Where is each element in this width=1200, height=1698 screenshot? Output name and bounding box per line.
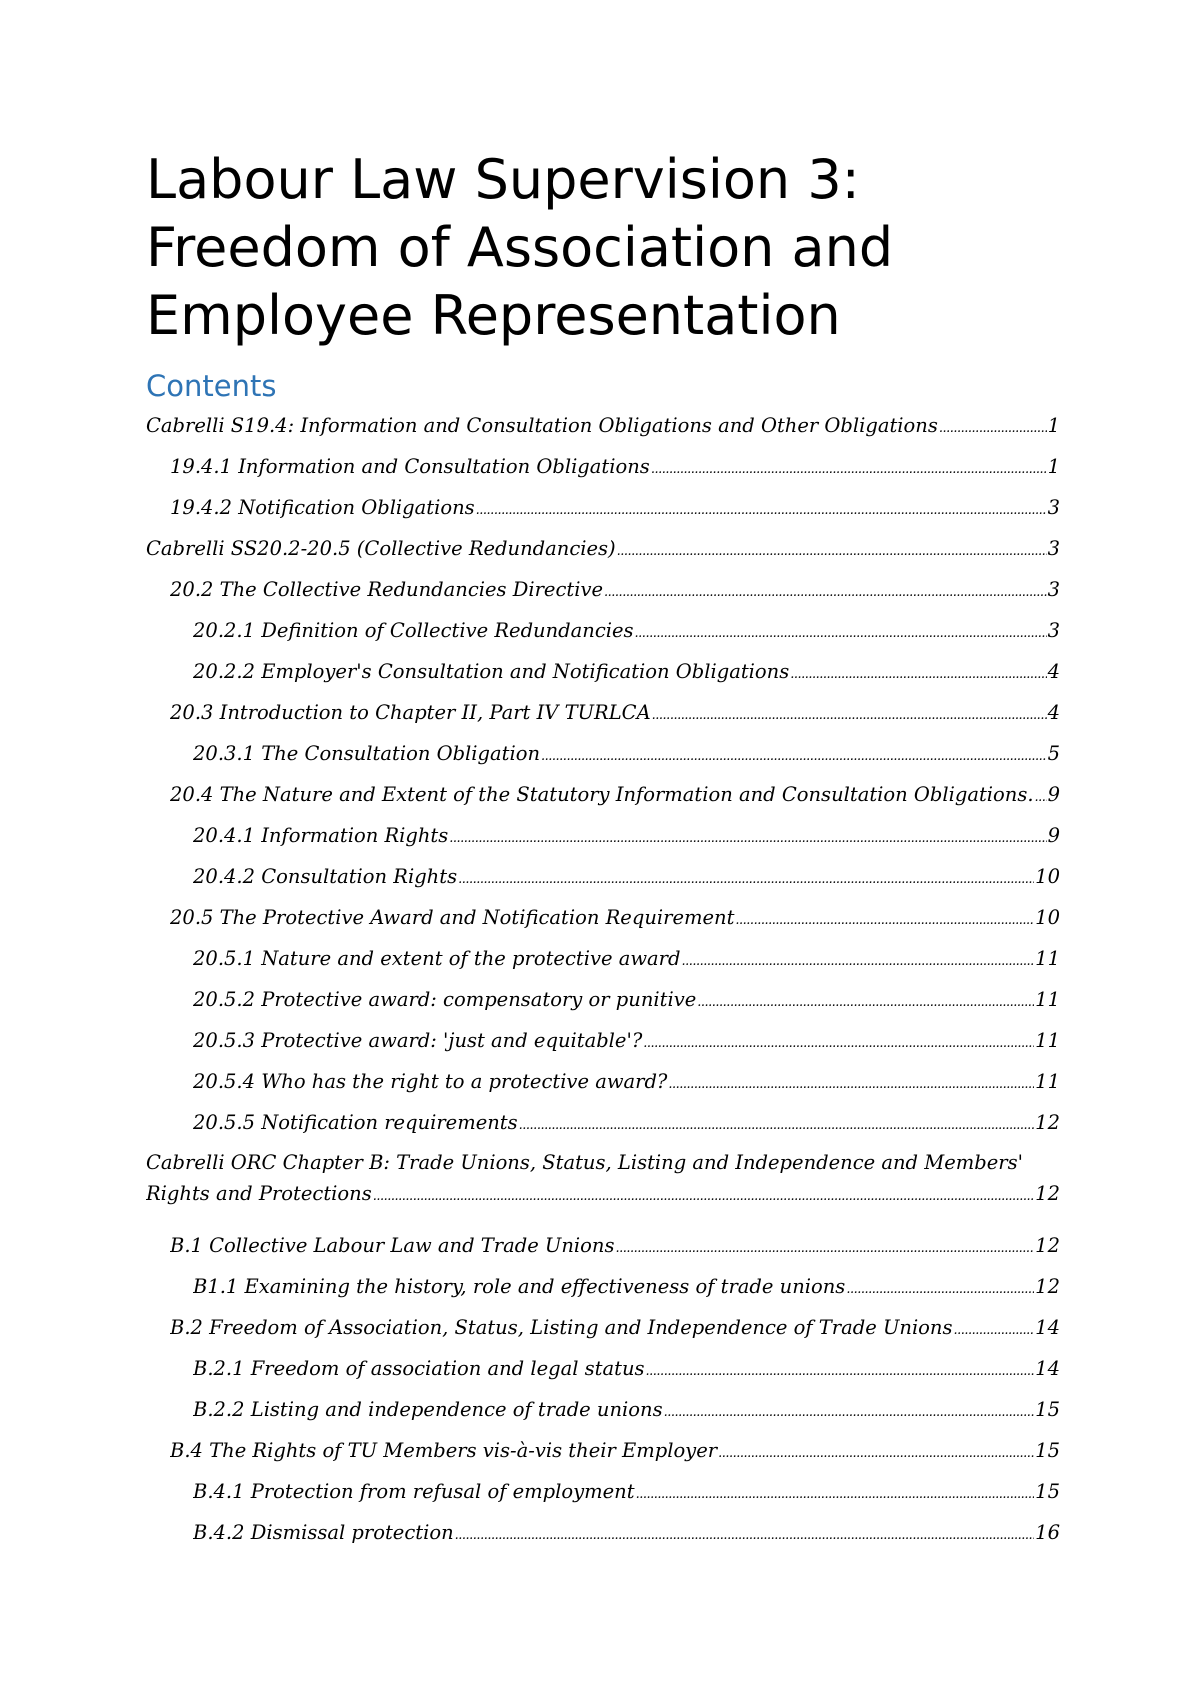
- toc-entry-text: B.4.2 Dismissal protection: [193, 1521, 454, 1544]
- toc-entry[interactable]: [193, 1061, 1060, 1102]
- toc-entry-text: 20.5 The Protective Award and Notification Requirement: [170, 906, 735, 929]
- toc-entry-text: Rights and Protections: [146, 1182, 372, 1205]
- toc-entry-text: 20.2.1 Definition of Collective Redundancies: [193, 619, 634, 642]
- toc-entry[interactable]: [193, 610, 1060, 651]
- toc-entry[interactable]: [146, 528, 1060, 569]
- toc-entry[interactable]: [193, 1512, 1060, 1553]
- toc-entry[interactable]: [170, 692, 1060, 733]
- toc-page-number: 3: [1047, 496, 1060, 519]
- toc-page-number: 11: [1035, 1070, 1060, 1093]
- toc-entry-text: 20.3.1 The Consultation Obligation: [193, 742, 541, 765]
- toc-entry-text: Cabrelli ORC Chapter B: Trade Unions, Status, Listing and Independence and Members': [146, 1151, 1023, 1174]
- toc-page-number: 1: [1047, 455, 1060, 478]
- toc-entry-text: Cabrelli SS20.2-20.5 (Collective Redundancies): [146, 537, 616, 560]
- dot-leader: [790, 654, 1046, 692]
- dot-leader: [681, 941, 1034, 979]
- toc-page-number: 11: [1035, 1029, 1060, 1052]
- toc-page-number: 12: [1035, 1234, 1060, 1257]
- toc-page-number: 3: [1047, 537, 1060, 560]
- toc-entry-text: 20.5.4 Who has the right to a protective award?: [193, 1070, 668, 1093]
- toc-entry[interactable]: [193, 1348, 1060, 1389]
- toc-entry[interactable]: [193, 856, 1060, 897]
- dot-leader: [541, 736, 1047, 774]
- toc-entry[interactable]: [170, 569, 1060, 610]
- dot-leader: [476, 490, 1047, 528]
- dot-leader: [643, 1023, 1034, 1061]
- toc-entry-text: 20.5.2 Protective award: compensatory or punitive: [193, 988, 697, 1011]
- toc-entry-text: 20.2.2 Employer's Consultation and Notification Obligations: [193, 660, 790, 683]
- toc-entry-text: B.1 Collective Labour Law and Trade Unions: [170, 1234, 615, 1257]
- toc-page-number: 9: [1047, 783, 1060, 806]
- toc-page-number: 4: [1047, 701, 1060, 724]
- dot-leader: [735, 900, 1034, 938]
- dot-leader: [651, 449, 1047, 487]
- toc-page-number: 14: [1035, 1357, 1060, 1380]
- toc-entry[interactable]: [193, 733, 1060, 774]
- toc-entry-text: 19.4.1 Information and Consultation Obligations: [170, 455, 650, 478]
- toc-page-number: 12: [1035, 1111, 1060, 1134]
- toc-entry[interactable]: [193, 1266, 1060, 1307]
- dot-leader: [668, 1064, 1034, 1102]
- toc-entry[interactable]: [170, 487, 1060, 528]
- dot-leader: [635, 613, 1047, 651]
- toc-entry[interactable]: [193, 651, 1060, 692]
- toc-page-number: 15: [1035, 1480, 1060, 1503]
- toc-page-number: 11: [1035, 947, 1060, 970]
- table-of-contents: [146, 405, 1060, 1553]
- toc-entry[interactable]: [170, 1430, 1060, 1471]
- dot-leader: [718, 1433, 1034, 1471]
- toc-entry-text: Cabrelli S19.4: Information and Consultation Obligations and Other Obligations: [146, 414, 938, 437]
- toc-entry-text: 20.5.3 Protective award: 'just and equitable'?: [193, 1029, 643, 1052]
- toc-page-number: 11: [1035, 988, 1060, 1011]
- toc-entry-text: B.2 Freedom of Association, Status, Listing and Independence of Trade Unions: [170, 1316, 953, 1339]
- toc-page-number: 15: [1035, 1398, 1060, 1421]
- dot-leader: [697, 982, 1034, 1020]
- toc-page-number: 14: [1035, 1316, 1060, 1339]
- toc-entry[interactable]: [193, 979, 1060, 1020]
- dot-leader: [455, 1515, 1035, 1553]
- toc-page-number: 3: [1047, 619, 1060, 642]
- dot-leader: [664, 1392, 1035, 1430]
- toc-entry-text: B.4 The Rights of TU Members vis-à-vis their Employer: [170, 1439, 718, 1462]
- toc-entry[interactable]: [170, 1307, 1060, 1348]
- dot-leader: [954, 1310, 1035, 1348]
- toc-page-number: 10: [1035, 865, 1060, 888]
- toc-entry-text: B.4.1 Protection from refusal of employment: [193, 1480, 635, 1503]
- title-line-2: Freedom of Association and: [146, 216, 894, 279]
- toc-page-number: 9: [1047, 824, 1060, 847]
- toc-heading: Contents: [146, 369, 277, 403]
- toc-entry[interactable]: [193, 938, 1060, 979]
- toc-page-number: 1: [1047, 414, 1060, 437]
- toc-entry[interactable]: [193, 1020, 1060, 1061]
- dot-leader: [939, 408, 1047, 446]
- toc-entry-text: 20.4.1 Information Rights: [193, 824, 449, 847]
- title-line-3: Employee Representation: [146, 284, 841, 347]
- toc-entry[interactable]: [146, 1143, 1060, 1225]
- toc-page-number: 12: [1035, 1275, 1060, 1298]
- toc-entry[interactable]: [193, 1471, 1060, 1512]
- dot-leader: [604, 572, 1047, 610]
- toc-entry[interactable]: [170, 1225, 1060, 1266]
- toc-entry-text: 20.4 The Nature and Extent of the Statutory Information and Consultation Obligations.: [170, 783, 1034, 806]
- dot-leader: [636, 1474, 1035, 1512]
- dot-leader: [373, 1181, 1034, 1212]
- toc-entry-text: 19.4.2 Notification Obligations: [170, 496, 475, 519]
- toc-entry-text: 20.3 Introduction to Chapter II, Part IV TURLCA: [170, 701, 651, 724]
- dot-leader: [1035, 777, 1047, 815]
- dot-leader: [617, 531, 1047, 569]
- toc-entry[interactable]: [170, 446, 1060, 487]
- dot-leader: [652, 695, 1047, 733]
- dot-leader: [846, 1269, 1034, 1307]
- dot-leader: [646, 1351, 1035, 1389]
- toc-entry-text: 20.5.1 Nature and extent of the protective award: [193, 947, 681, 970]
- toc-entry[interactable]: [193, 1102, 1060, 1143]
- document-title: [146, 146, 1086, 350]
- toc-entry[interactable]: [170, 897, 1060, 938]
- toc-entry-text: B.2.1 Freedom of association and legal status: [193, 1357, 645, 1380]
- toc-entry-text: 20.4.2 Consultation Rights: [193, 865, 458, 888]
- toc-page-number: 5: [1047, 742, 1060, 765]
- toc-entry[interactable]: [170, 774, 1060, 815]
- toc-entry-continuation: [146, 1178, 1060, 1212]
- toc-entry[interactable]: [193, 1389, 1060, 1430]
- toc-entry-text: B.2.2 Listing and independence of trade unions: [193, 1398, 663, 1421]
- toc-page-number: 15: [1035, 1439, 1060, 1462]
- toc-entry-text: 20.5.5 Notification requirements: [193, 1111, 518, 1134]
- toc-page-number: 4: [1047, 660, 1060, 683]
- dot-leader: [458, 859, 1034, 897]
- toc-page-number: 10: [1035, 906, 1060, 929]
- toc-entry[interactable]: [146, 405, 1060, 446]
- dot-leader: [615, 1228, 1034, 1266]
- dot-leader: [519, 1105, 1035, 1143]
- toc-page-number: 3: [1047, 578, 1060, 601]
- toc-entry[interactable]: [193, 815, 1060, 856]
- toc-entry-text: 20.2 The Collective Redundancies Directive: [170, 578, 604, 601]
- toc-page-number: 12: [1035, 1182, 1060, 1205]
- toc-page-number: 16: [1035, 1521, 1060, 1544]
- title-line-1: Labour Law Supervision 3:: [146, 148, 860, 211]
- dot-leader: [449, 818, 1046, 856]
- toc-entry-text: B1.1 Examining the history, role and effectiveness of trade unions: [193, 1275, 846, 1298]
